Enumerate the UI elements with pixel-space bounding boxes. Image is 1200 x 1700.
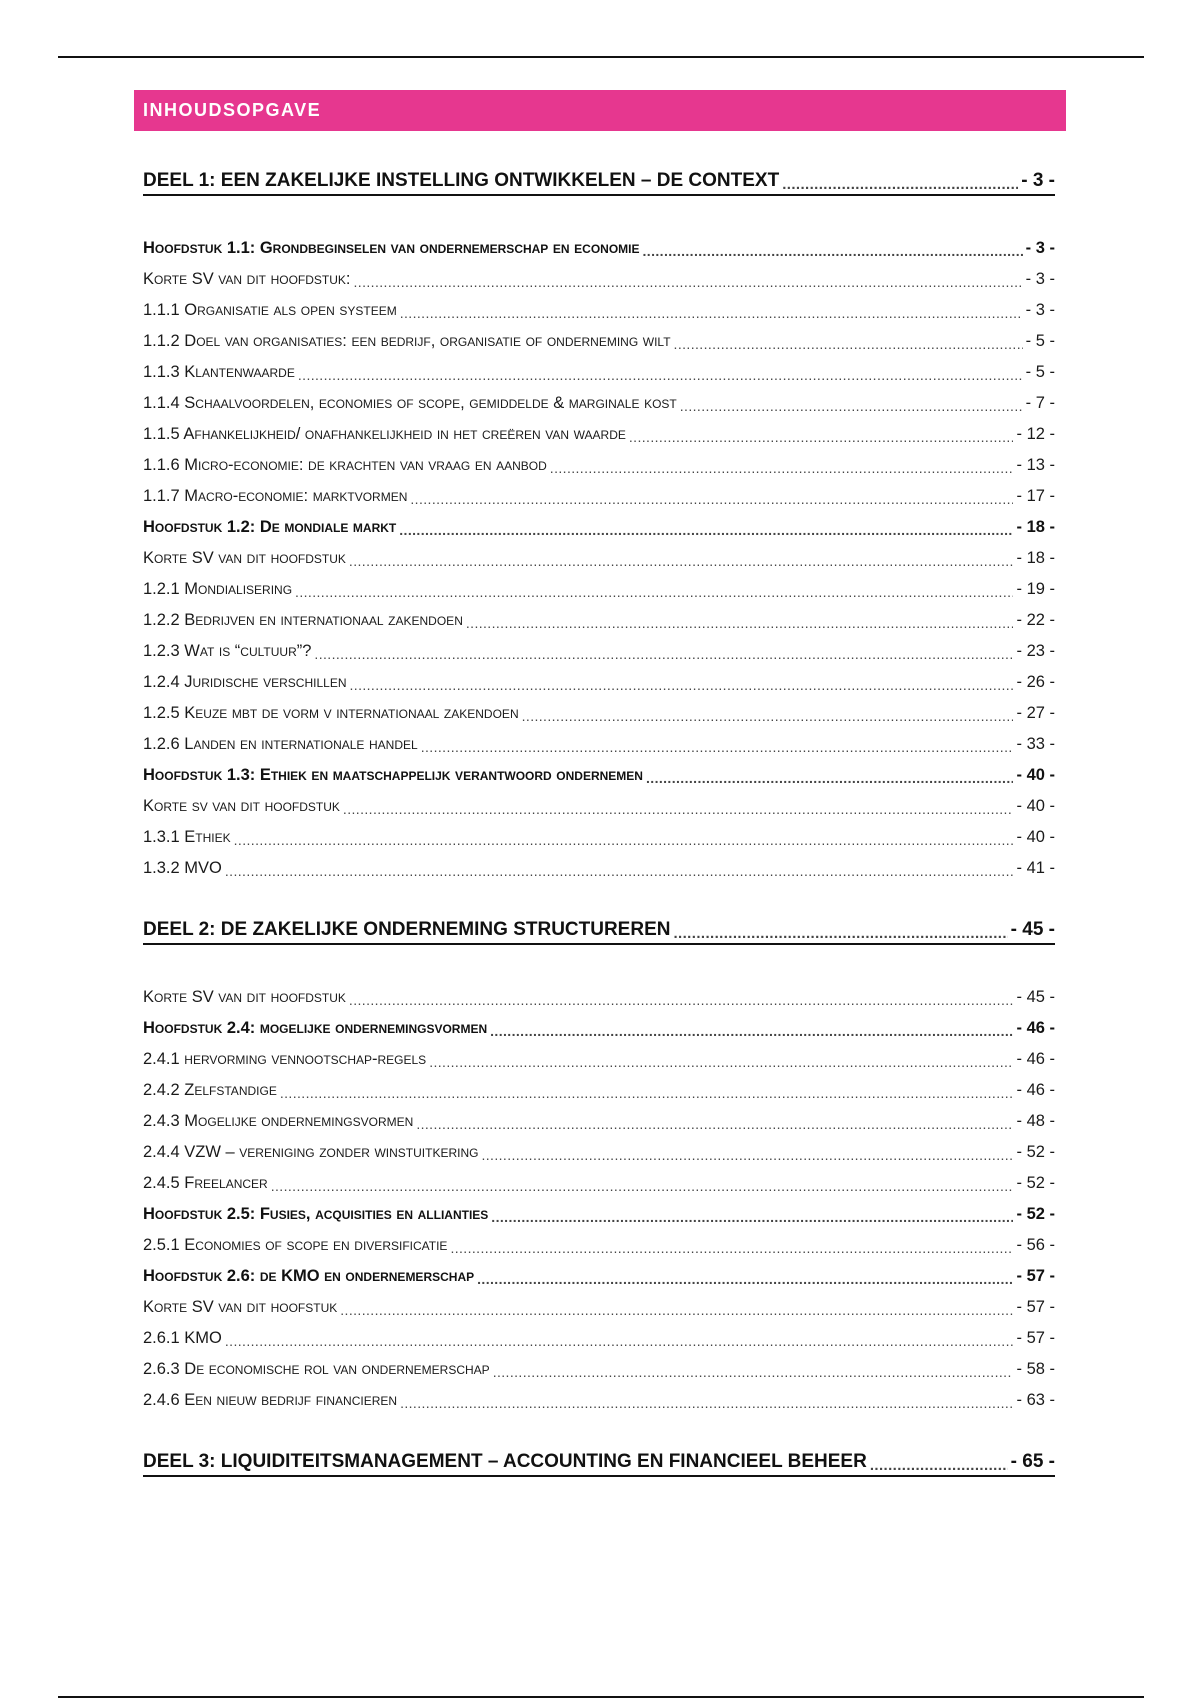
toc-page-number: - 18 - xyxy=(1016,518,1055,536)
toc-page-number: - 18 - xyxy=(1016,549,1055,567)
toc-entry[interactable] xyxy=(143,1041,1055,1072)
spacer xyxy=(143,945,1055,979)
toc-page-number: - 3 - xyxy=(1021,170,1055,191)
table-of-contents xyxy=(143,162,1055,1477)
toc-entry[interactable] xyxy=(143,571,1055,602)
toc-entry-label: Hoofdstuk 1.3: Ethiek en maatschappelijk verantwoord ondernemen xyxy=(143,766,643,784)
toc-entry-label: Hoofdstuk 1.1: Grondbeginselen van ondernemerschap en economie xyxy=(143,239,640,257)
toc-page-number: - 45 - xyxy=(1010,919,1055,940)
dot-leader xyxy=(646,771,1014,785)
dot-leader xyxy=(477,1272,1013,1286)
toc-entry-label: 2.4.3 Mogelijke ondernemingsvormen xyxy=(143,1112,414,1130)
dot-leader xyxy=(340,1303,1013,1317)
toc-entry-label: 2.5.1 Economies of scope en diversificatie xyxy=(143,1236,448,1254)
toc-page-number: - 33 - xyxy=(1016,735,1055,753)
toc-entry-label: Hoofdstuk 2.5: Fusies, acquisities en allianties xyxy=(143,1205,489,1223)
dot-leader xyxy=(349,678,1013,692)
toc-entry[interactable] xyxy=(143,1134,1055,1165)
dot-leader xyxy=(673,926,1007,941)
toc-entry-label: 1.1.2 Doel van organisaties: een bedrijf, organisatie of onderneming wilt xyxy=(143,332,671,350)
toc-entry[interactable] xyxy=(143,788,1055,819)
toc-part-3[interactable] xyxy=(143,1443,1055,1477)
toc-entry[interactable] xyxy=(143,1320,1055,1351)
toc-page-number: - 40 - xyxy=(1016,828,1055,846)
toc-entry[interactable] xyxy=(143,416,1055,447)
toc-entry[interactable] xyxy=(143,1072,1055,1103)
toc-entry-label: 2.4.1 hervorming vennootschap-regels xyxy=(143,1050,427,1068)
toc-entry[interactable] xyxy=(143,695,1055,726)
toc-part-label: DEEL 3: LIQUIDITEITSMANAGEMENT – ACCOUNTING EN FINANCIEEL BEHEER xyxy=(143,1451,867,1472)
toc-part-1[interactable] xyxy=(143,162,1055,196)
toc-entry[interactable] xyxy=(143,478,1055,509)
dot-leader xyxy=(400,1396,1013,1410)
toc-page-number: - 52 - xyxy=(1016,1205,1055,1223)
dot-leader xyxy=(225,864,1014,878)
toc-page-number: - 3 - xyxy=(1025,301,1055,319)
toc-page-number: - 40 - xyxy=(1016,766,1055,784)
toc-entry-label: 2.4.5 Freelancer xyxy=(143,1174,268,1192)
toc-entry[interactable] xyxy=(143,354,1055,385)
dot-leader xyxy=(349,993,1014,1007)
toc-title-bar xyxy=(134,90,1066,131)
dot-leader xyxy=(349,554,1014,568)
dot-leader xyxy=(280,1086,1014,1100)
dot-leader xyxy=(225,1334,1014,1348)
top-rule xyxy=(58,56,1144,58)
toc-page-number: - 40 - xyxy=(1016,797,1055,815)
toc-entry-label: Hoofdstuk 1.2: De mondiale markt xyxy=(143,518,397,536)
toc-page-number: - 5 - xyxy=(1025,332,1055,350)
toc-entry-label: 1.3.1 Ethiek xyxy=(143,828,231,846)
toc-entry-label: 1.1.5 Afhankelijkheid/ onafhankelijkheid in het creëren van waarde xyxy=(143,425,626,443)
toc-entry-label: 1.2.2 Bedrijven en internationaal zakendoen xyxy=(143,611,463,629)
toc-entry-label: 1.2.3 Wat is “cultuur”? xyxy=(143,642,312,660)
toc-entry-label: 1.1.6 Micro-economie: de krachten van vraag en aanbod xyxy=(143,456,547,474)
dot-leader xyxy=(782,177,1018,192)
toc-page-number: - 17 - xyxy=(1016,487,1055,505)
toc-chapter[interactable] xyxy=(143,1196,1055,1227)
dot-leader xyxy=(314,647,1013,661)
dot-leader xyxy=(481,1148,1013,1162)
toc-page-number: - 3 - xyxy=(1025,270,1055,288)
toc-entry-label: Korte SV van dit hoofdstuk xyxy=(143,988,346,1006)
dot-leader xyxy=(234,833,1014,847)
toc-entry-label: 2.6.3 De economische rol van ondernemerschap xyxy=(143,1360,490,1378)
toc-entry[interactable] xyxy=(143,979,1055,1010)
toc-entry[interactable] xyxy=(143,819,1055,850)
toc-page-number: - 46 - xyxy=(1016,1019,1055,1037)
dot-leader xyxy=(400,306,1023,320)
toc-entry[interactable] xyxy=(143,1351,1055,1382)
toc-page-number: - 7 - xyxy=(1025,394,1055,412)
toc-page-number: - 41 - xyxy=(1016,859,1055,877)
toc-page-number: - 27 - xyxy=(1016,704,1055,722)
toc-chapter[interactable] xyxy=(143,1010,1055,1041)
dot-leader xyxy=(410,492,1013,506)
toc-entry-label: 1.1.1 Organisatie als open systeem xyxy=(143,301,397,319)
spacer xyxy=(143,1413,1055,1443)
toc-chapter[interactable] xyxy=(143,1258,1055,1289)
dot-leader xyxy=(271,1179,1014,1193)
dot-leader xyxy=(450,1241,1013,1255)
dot-leader xyxy=(629,430,1014,444)
dot-leader xyxy=(466,616,1014,630)
toc-page-number: - 58 - xyxy=(1016,1360,1055,1378)
toc-entry[interactable] xyxy=(143,1103,1055,1134)
toc-chapter[interactable] xyxy=(143,509,1055,540)
toc-page-number: - 19 - xyxy=(1016,580,1055,598)
spacer xyxy=(143,881,1055,911)
toc-entry-label: 1.2.5 Keuze mbt de vorm v internationaal zakendoen xyxy=(143,704,519,722)
dot-leader xyxy=(490,1024,1013,1038)
dot-leader xyxy=(491,1210,1013,1224)
dot-leader xyxy=(295,585,1013,599)
toc-title: INHOUDSOPGAVE xyxy=(143,100,322,120)
toc-entry-label: 2.6.1 KMO xyxy=(143,1329,222,1347)
toc-entry[interactable] xyxy=(143,1165,1055,1196)
toc-page-number: - 57 - xyxy=(1016,1298,1055,1316)
toc-entry-label: Korte sv van dit hoofdstuk xyxy=(143,797,340,815)
bottom-rule xyxy=(58,1696,1144,1698)
dot-leader xyxy=(680,399,1023,413)
dot-leader xyxy=(522,709,1014,723)
dot-leader xyxy=(421,740,1014,754)
toc-page-number: - 63 - xyxy=(1016,1391,1055,1409)
dot-leader xyxy=(643,244,1023,258)
toc-page-number: - 46 - xyxy=(1016,1081,1055,1099)
toc-entry-label: 1.2.4 Juridische verschillen xyxy=(143,673,347,691)
toc-entry[interactable] xyxy=(143,726,1055,757)
toc-entry[interactable] xyxy=(143,385,1055,416)
toc-entry-label: 2.4.6 Een nieuw bedrijf financieren xyxy=(143,1391,398,1409)
toc-part-label: DEEL 1: EEN ZAKELIJKE INSTELLING ONTWIKKELEN – DE CONTEXT xyxy=(143,170,780,191)
toc-page-number: - 52 - xyxy=(1016,1174,1055,1192)
toc-entry-label: 2.4.4 VZW – vereniging zonder winstuitkering xyxy=(143,1143,479,1161)
toc-page-number: - 22 - xyxy=(1016,611,1055,629)
toc-page-number: - 56 - xyxy=(1016,1236,1055,1254)
toc-entry-label: 1.1.7 Macro-economie: marktvormen xyxy=(143,487,408,505)
toc-entry[interactable] xyxy=(143,540,1055,571)
toc-entry-label: 1.1.3 Klantenwaarde xyxy=(143,363,295,381)
spacer xyxy=(143,196,1055,230)
toc-page-number: - 5 - xyxy=(1025,363,1055,381)
toc-entry[interactable] xyxy=(143,447,1055,478)
toc-entry[interactable] xyxy=(143,261,1055,292)
toc-entry[interactable] xyxy=(143,633,1055,664)
dot-leader xyxy=(298,368,1023,382)
toc-entry[interactable] xyxy=(143,602,1055,633)
toc-page-number: - 12 - xyxy=(1016,425,1055,443)
toc-entry[interactable] xyxy=(143,1289,1055,1320)
toc-entry[interactable] xyxy=(143,1382,1055,1413)
toc-entry[interactable] xyxy=(143,664,1055,695)
toc-entry-label: 1.2.1 Mondialisering xyxy=(143,580,293,598)
toc-page-number: - 48 - xyxy=(1016,1112,1055,1130)
dot-leader xyxy=(550,461,1014,475)
toc-page-number: - 3 - xyxy=(1025,239,1055,257)
toc-entry[interactable] xyxy=(143,292,1055,323)
toc-entry-label: 1.2.6 Landen en internationale handel xyxy=(143,735,418,753)
dot-leader xyxy=(870,1458,1008,1473)
dot-leader xyxy=(493,1365,1014,1379)
toc-chapter[interactable] xyxy=(143,230,1055,261)
toc-entry-label: Hoofdstuk 2.4: mogelijke ondernemingsvormen xyxy=(143,1019,488,1037)
dot-leader xyxy=(429,1055,1013,1069)
toc-page-number: - 46 - xyxy=(1016,1050,1055,1068)
toc-entry[interactable] xyxy=(143,323,1055,354)
toc-entry-label: Korte SV van dit hoofdstuk: xyxy=(143,270,351,288)
toc-part-2[interactable] xyxy=(143,911,1055,945)
dot-leader xyxy=(399,523,1013,537)
toc-page-number: - 65 - xyxy=(1010,1451,1055,1472)
toc-entry-label: Hoofdstuk 2.6: de KMO en ondernemerschap xyxy=(143,1267,475,1285)
toc-entry[interactable] xyxy=(143,1227,1055,1258)
dot-leader xyxy=(343,802,1014,816)
toc-page-number: - 13 - xyxy=(1016,456,1055,474)
toc-page-number: - 23 - xyxy=(1016,642,1055,660)
dot-leader xyxy=(674,337,1023,351)
toc-page-number: - 45 - xyxy=(1016,988,1055,1006)
toc-entry-label: 1.3.2 MVO xyxy=(143,859,222,877)
toc-chapter[interactable] xyxy=(143,757,1055,788)
toc-entry[interactable] xyxy=(143,850,1055,881)
dot-leader xyxy=(416,1117,1013,1131)
toc-entry-label: Korte SV van dit hoofdstuk xyxy=(143,549,346,567)
toc-part-label: DEEL 2: DE ZAKELIJKE ONDERNEMING STRUCTUREREN xyxy=(143,919,671,940)
toc-entry-label: 2.4.2 Zelfstandige xyxy=(143,1081,277,1099)
dot-leader xyxy=(354,275,1023,289)
toc-page-number: - 57 - xyxy=(1016,1329,1055,1347)
toc-entry-label: Korte SV van dit hoofstuk xyxy=(143,1298,338,1316)
toc-page-number: - 26 - xyxy=(1016,673,1055,691)
toc-page-number: - 52 - xyxy=(1016,1143,1055,1161)
toc-entry-label: 1.1.4 Schaalvoordelen, economies of scope, gemiddelde & marginale kost xyxy=(143,394,677,412)
toc-page-number: - 57 - xyxy=(1016,1267,1055,1285)
